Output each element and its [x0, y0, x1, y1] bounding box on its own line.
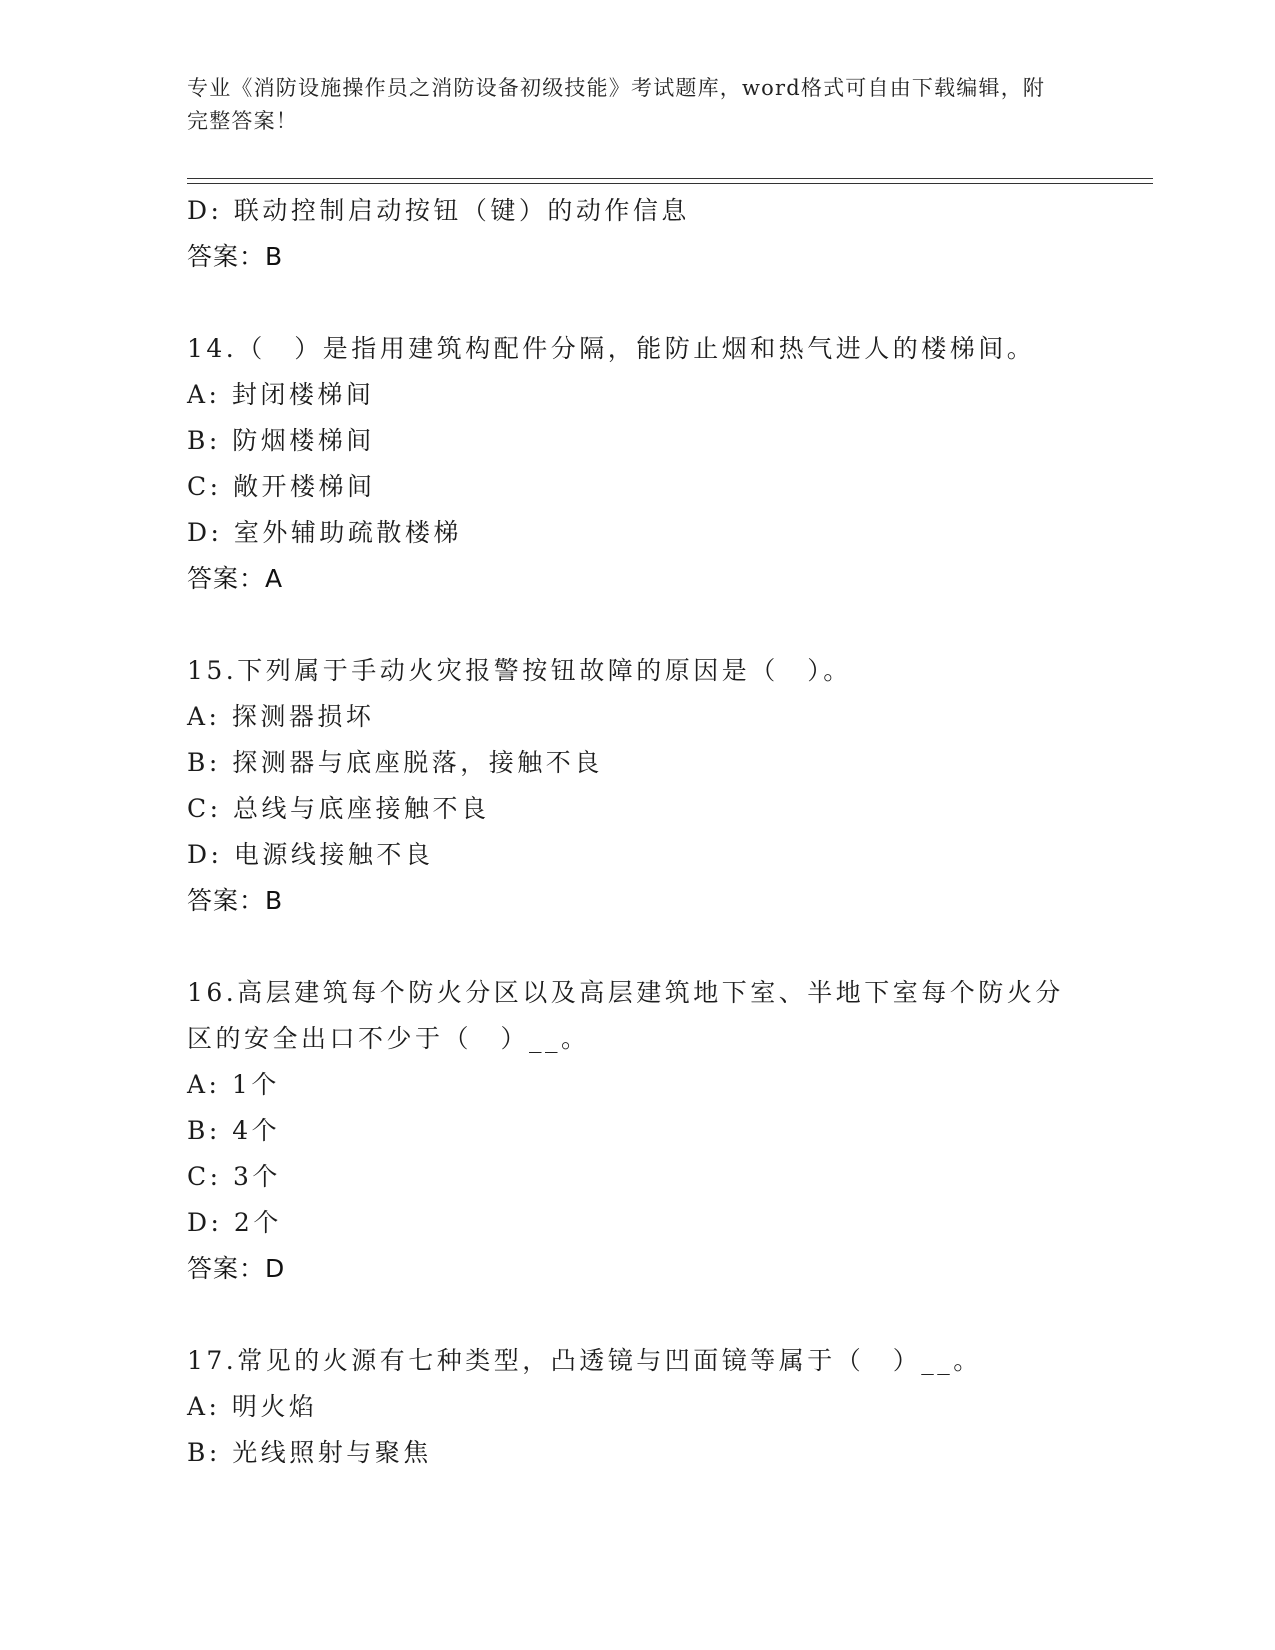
question-stem-line-2: 区的安全出口不少于（ ）__。	[187, 1024, 590, 1053]
question-stem-line-1: 16.高层建筑每个防火分区以及高层建筑地下室、半地下室每个防火分	[187, 978, 1064, 1007]
question-14	[187, 326, 1087, 602]
header-divider-top	[187, 178, 1153, 179]
carryover-question	[187, 188, 1087, 280]
option-b: B: 防烟楼梯间	[187, 426, 375, 455]
option-c: C: 总线与底座接触不良	[187, 794, 490, 823]
answer-label: 答案：A	[187, 564, 284, 593]
option-b: B: 4个	[187, 1116, 281, 1145]
answer-label: 答案：B	[187, 242, 284, 271]
option-d: D: 2个	[187, 1208, 282, 1237]
header-divider-bottom	[187, 183, 1153, 184]
question-stem: 17.常见的火源有七种类型，凸透镜与凹面镜等属于（ ）__。	[187, 1346, 982, 1375]
question-list	[187, 188, 1087, 1476]
option-b: B: 光线照射与聚焦	[187, 1438, 432, 1467]
question-stem: 15.下列属于手动火灾报警按钮故障的原因是（ ）。	[187, 656, 852, 685]
option-a: A: 1个	[187, 1070, 280, 1099]
document-header: 专业《消防设施操作员之消防设备初级技能》考试题库，word格式可自由下载编辑，附完整答案！	[187, 76, 1046, 133]
option-a: A: 明火焰	[187, 1392, 318, 1421]
option-b: B: 探测器与底座脱落，接触不良	[187, 748, 603, 777]
option-d: D: 室外辅助疏散楼梯	[187, 518, 462, 547]
option-d: D: 联动控制启动按钮（键）的动作信息	[187, 196, 690, 225]
question-stem: 14.（ ）是指用建筑构配件分隔，能防止烟和热气进人的楼梯间。	[187, 334, 1036, 363]
question-16	[187, 970, 1087, 1292]
question-17	[187, 1338, 1087, 1476]
option-a: A: 封闭楼梯间	[187, 380, 375, 409]
answer-label: 答案：D	[187, 1254, 286, 1283]
option-a: A: 探测器损坏	[187, 702, 375, 731]
answer-label: 答案：B	[187, 886, 284, 915]
question-15	[187, 648, 1087, 924]
option-d: D: 电源线接触不良	[187, 840, 434, 869]
option-c: C: 3个	[187, 1162, 281, 1191]
option-c: C: 敞开楼梯间	[187, 472, 376, 501]
